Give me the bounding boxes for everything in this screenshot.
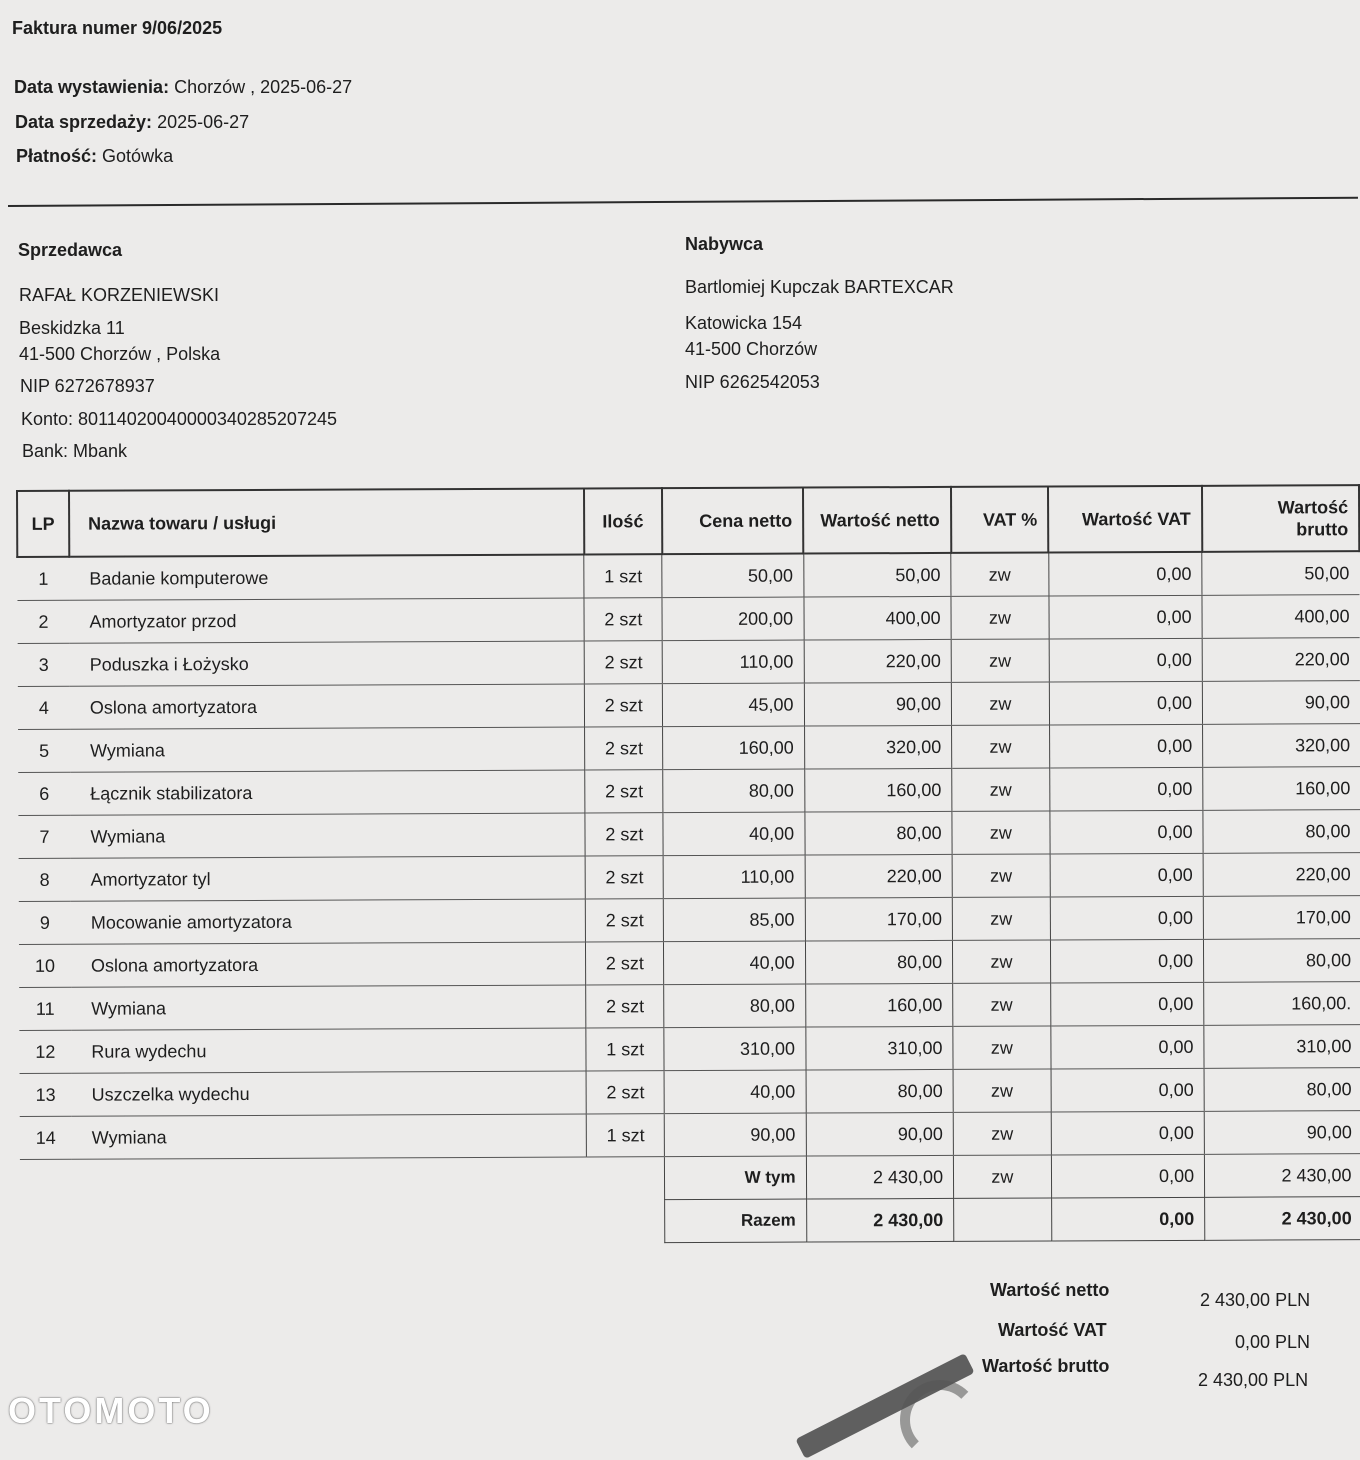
row-price-net: 110,00 — [663, 855, 805, 899]
table-row — [18, 767, 1360, 816]
seller-name: RAFAŁ KORZENIEWSKI — [19, 285, 220, 305]
row-name: Łącznik stabilizatora — [70, 770, 585, 815]
row-value-vat: 0,00 — [1050, 853, 1204, 897]
row-value-net: 80,00 — [805, 811, 953, 855]
row-value-vat: 0,00 — [1048, 552, 1202, 596]
row-value-net: 80,00 — [806, 1069, 954, 1113]
row-vat-pct: zw — [952, 854, 1050, 897]
row-price-net: 85,00 — [664, 898, 806, 942]
table-row — [19, 982, 1360, 1031]
row-price-net: 40,00 — [664, 941, 806, 985]
row-value-vat: 0,00 — [1050, 939, 1204, 983]
summary-net-value: 2 430,00 PLN — [1200, 1290, 1311, 1310]
row-vat-pct: zw — [952, 897, 1050, 940]
row-lp: 1 — [17, 557, 69, 601]
payment-line — [16, 146, 173, 167]
row-lp: 11 — [19, 987, 71, 1030]
stamp-ring — [900, 1380, 980, 1460]
row-name: Amortyzator tyl — [71, 856, 586, 901]
table-header-row — [17, 485, 1359, 557]
table-row — [19, 896, 1360, 945]
row-name: Wymiana — [70, 813, 585, 858]
row-value-vat: 0,00 — [1051, 1111, 1205, 1155]
summary-gross-value: 2 430,00 PLN — [1198, 1370, 1309, 1390]
row-qty: 1 szt — [587, 1114, 665, 1157]
buyer-nip: NIP 6262542053 — [685, 372, 820, 392]
seller-street: Beskidzka 11 — [19, 318, 125, 338]
row-qty: 1 szt — [586, 1028, 664, 1071]
seller-account: Konto: 80114020040000340285207245 — [21, 409, 337, 429]
row-vat-pct: zw — [952, 811, 1050, 854]
row-value-net: 220,00 — [805, 854, 953, 898]
row-qty: 2 szt — [585, 770, 663, 813]
row-vat-pct: zw — [951, 596, 1049, 639]
summary-vat-label: Wartość VAT — [998, 1320, 1107, 1340]
table-row — [20, 1068, 1360, 1117]
row-vat-pct: zw — [951, 639, 1049, 682]
row-value-gross: 80,00 — [1204, 939, 1360, 983]
items-table — [16, 484, 1360, 1246]
row-name: Poduszka i Łożysko — [70, 641, 585, 686]
row-vat-pct: zw — [952, 768, 1050, 811]
sale-date-value: 2025-06-27 — [157, 112, 250, 132]
row-value-vat: 0,00 — [1051, 1068, 1205, 1112]
row-price-net: 110,00 — [662, 640, 804, 684]
row-value-vat: 0,00 — [1050, 982, 1204, 1026]
row-value-gross: 160,00. — [1204, 982, 1360, 1026]
row-name: Wymiana — [70, 727, 585, 772]
row-value-gross: 90,00 — [1204, 1111, 1360, 1155]
row-qty: 2 szt — [584, 598, 662, 641]
payment-value: Gotówka — [102, 146, 174, 166]
row-value-gross: 220,00 — [1202, 638, 1360, 682]
razem-row — [20, 1197, 1360, 1246]
header-value-vat: Wartość VAT — [1048, 486, 1202, 553]
buyer-heading: Nabywca — [685, 234, 764, 254]
row-vat-pct: zw — [953, 983, 1051, 1026]
row-name: Rura wydechu — [71, 1028, 586, 1073]
row-qty: 2 szt — [585, 641, 663, 684]
summary-gross-label: Wartość brutto — [982, 1356, 1110, 1376]
row-price-net: 40,00 — [664, 1070, 806, 1114]
table-row — [19, 1025, 1360, 1074]
wtym-row — [20, 1154, 1360, 1203]
row-lp: 3 — [18, 643, 70, 686]
table-row — [17, 595, 1359, 644]
razem-net: 2 430,00 — [806, 1198, 954, 1242]
row-value-vat: 0,00 — [1051, 1025, 1205, 1069]
row-value-net: 80,00 — [805, 940, 953, 984]
seller-city: 41-500 Chorzów , Polska — [19, 344, 221, 364]
buyer-name: Bartlomiej Kupczak BARTEXCAR — [685, 277, 954, 297]
row-lp: 13 — [20, 1073, 72, 1116]
row-value-vat: 0,00 — [1049, 638, 1203, 682]
row-lp: 10 — [19, 944, 71, 987]
invoice-title: Faktura numer 9/06/2025 — [12, 18, 223, 38]
issue-date-value: Chorzów , 2025-06-27 — [174, 77, 353, 97]
row-qty: 2 szt — [585, 684, 663, 727]
otomoto-watermark: OTOMOTO — [8, 1390, 214, 1431]
row-value-gross: 80,00 — [1203, 810, 1360, 854]
seller-bank: Bank: Mbank — [22, 441, 128, 461]
header-vat-pct: VAT % — [951, 486, 1049, 552]
row-value-net: 50,00 — [803, 553, 951, 597]
row-name: Uszczelka wydechu — [71, 1071, 586, 1116]
row-value-vat: 0,00 — [1049, 595, 1203, 639]
row-value-net: 170,00 — [805, 897, 953, 941]
row-value-net: 90,00 — [804, 682, 952, 726]
buyer-city: 41-500 Chorzów — [685, 339, 818, 359]
row-value-gross: 220,00 — [1203, 853, 1360, 897]
row-value-gross: 80,00 — [1204, 1068, 1360, 1112]
row-lp: 6 — [18, 772, 70, 815]
wtym-spacer — [20, 1157, 665, 1203]
row-value-net: 400,00 — [804, 596, 952, 640]
row-value-net: 160,00 — [805, 983, 953, 1027]
row-qty: 2 szt — [586, 899, 664, 942]
table-row — [18, 638, 1360, 687]
row-lp: 2 — [17, 600, 69, 643]
sale-date-line — [15, 112, 249, 133]
row-vat-pct: zw — [953, 1069, 1051, 1112]
row-price-net: 50,00 — [662, 554, 804, 598]
row-value-vat: 0,00 — [1049, 724, 1203, 768]
table-row — [19, 853, 1360, 902]
header-value-gross-line1: Wartość — [1277, 497, 1349, 518]
row-vat-pct: zw — [953, 1112, 1051, 1155]
table-row — [18, 810, 1360, 859]
row-value-gross: 90,00 — [1202, 681, 1360, 725]
row-name: Mocowanie amortyzatora — [71, 899, 586, 944]
row-qty: 2 szt — [586, 942, 664, 985]
row-value-net: 320,00 — [804, 725, 952, 769]
row-price-net: 160,00 — [663, 726, 805, 770]
issue-date-label: Data wystawienia: — [14, 77, 170, 97]
row-lp: 7 — [18, 815, 70, 858]
wtym-label: W tym — [665, 1156, 807, 1200]
row-price-net: 200,00 — [662, 597, 804, 641]
row-value-net: 310,00 — [805, 1026, 953, 1070]
payment-label: Płatność: — [16, 146, 98, 166]
header-price-net: Cena netto — [662, 488, 804, 555]
row-price-net: 310,00 — [664, 1027, 806, 1071]
header-value-gross-line2: brutto — [1296, 519, 1349, 540]
table-row — [19, 939, 1360, 988]
row-vat-pct: zw — [951, 682, 1049, 725]
header-value-gross — [1202, 485, 1360, 552]
issue-date-line — [14, 77, 352, 98]
header-lp: LP — [17, 491, 69, 557]
row-name: Badanie komputerowe — [69, 555, 584, 601]
row-qty: 2 szt — [585, 856, 663, 899]
row-vat-pct: zw — [951, 552, 1049, 596]
row-value-gross: 170,00 — [1203, 896, 1360, 940]
row-value-vat: 0,00 — [1050, 896, 1204, 940]
row-lp: 12 — [19, 1030, 71, 1073]
row-value-gross: 310,00 — [1204, 1025, 1360, 1069]
razem-vat-empty — [954, 1198, 1052, 1241]
row-value-gross: 160,00 — [1203, 767, 1360, 811]
row-lp: 5 — [18, 729, 70, 772]
row-value-gross: 320,00 — [1203, 724, 1360, 768]
row-name: Wymiana — [72, 1114, 587, 1159]
row-value-net: 90,00 — [806, 1112, 954, 1156]
row-price-net: 80,00 — [664, 984, 806, 1028]
summary-vat-value: 0,00 PLN — [1235, 1332, 1311, 1352]
row-lp: 9 — [19, 901, 71, 944]
row-value-gross: 50,00 — [1202, 551, 1360, 595]
row-lp: 4 — [18, 686, 70, 729]
row-price-net: 80,00 — [663, 769, 805, 813]
table-row — [18, 681, 1360, 730]
header-name: Nazwa towaru / usługi — [69, 489, 584, 557]
row-value-net: 160,00 — [804, 768, 952, 812]
seller-heading: Sprzedawca — [18, 240, 123, 260]
row-lp: 14 — [20, 1116, 72, 1159]
row-qty: 2 szt — [586, 1071, 664, 1114]
row-name: Wymiana — [71, 985, 586, 1030]
razem-spacer — [20, 1200, 665, 1246]
row-vat-pct: zw — [953, 940, 1051, 983]
row-name: Oslona amortyzatora — [70, 684, 585, 729]
row-name: Amortyzator przod — [69, 598, 584, 643]
row-qty: 2 szt — [586, 985, 664, 1028]
row-name: Oslona amortyzatora — [71, 942, 586, 987]
row-value-gross: 400,00 — [1202, 595, 1360, 639]
header-value-net: Wartość netto — [803, 487, 951, 554]
row-qty: 1 szt — [584, 554, 662, 598]
row-price-net: 90,00 — [664, 1113, 806, 1157]
wtym-gross: 2 430,00 — [1204, 1154, 1360, 1198]
razem-vat-value: 0,00 — [1051, 1197, 1205, 1241]
table-row — [18, 724, 1360, 773]
table-row — [20, 1111, 1360, 1160]
row-vat-pct: zw — [953, 1026, 1051, 1069]
row-price-net: 45,00 — [663, 683, 805, 727]
seller-nip: NIP 6272678937 — [20, 376, 155, 396]
buyer-street: Katowicka 154 — [685, 313, 803, 333]
row-value-vat: 0,00 — [1049, 767, 1203, 811]
row-lp: 8 — [19, 858, 71, 901]
wtym-vat-value: 0,00 — [1051, 1154, 1205, 1198]
razem-gross: 2 430,00 — [1205, 1197, 1360, 1241]
wtym-net: 2 430,00 — [806, 1155, 954, 1199]
summary-net-label: Wartość netto — [990, 1280, 1110, 1300]
header-qty: Ilość — [584, 488, 662, 554]
wtym-vat: zw — [953, 1155, 1051, 1198]
row-value-net: 220,00 — [804, 639, 952, 683]
table-row — [17, 551, 1359, 600]
row-price-net: 40,00 — [663, 812, 805, 856]
header-divider — [8, 197, 1358, 207]
row-vat-pct: zw — [952, 725, 1050, 768]
razem-label: Razem — [665, 1199, 807, 1243]
row-value-vat: 0,00 — [1050, 810, 1204, 854]
sale-date-label: Data sprzedaży: — [15, 112, 153, 132]
row-value-vat: 0,00 — [1049, 681, 1203, 725]
row-qty: 2 szt — [585, 727, 663, 770]
row-qty: 2 szt — [585, 813, 663, 856]
